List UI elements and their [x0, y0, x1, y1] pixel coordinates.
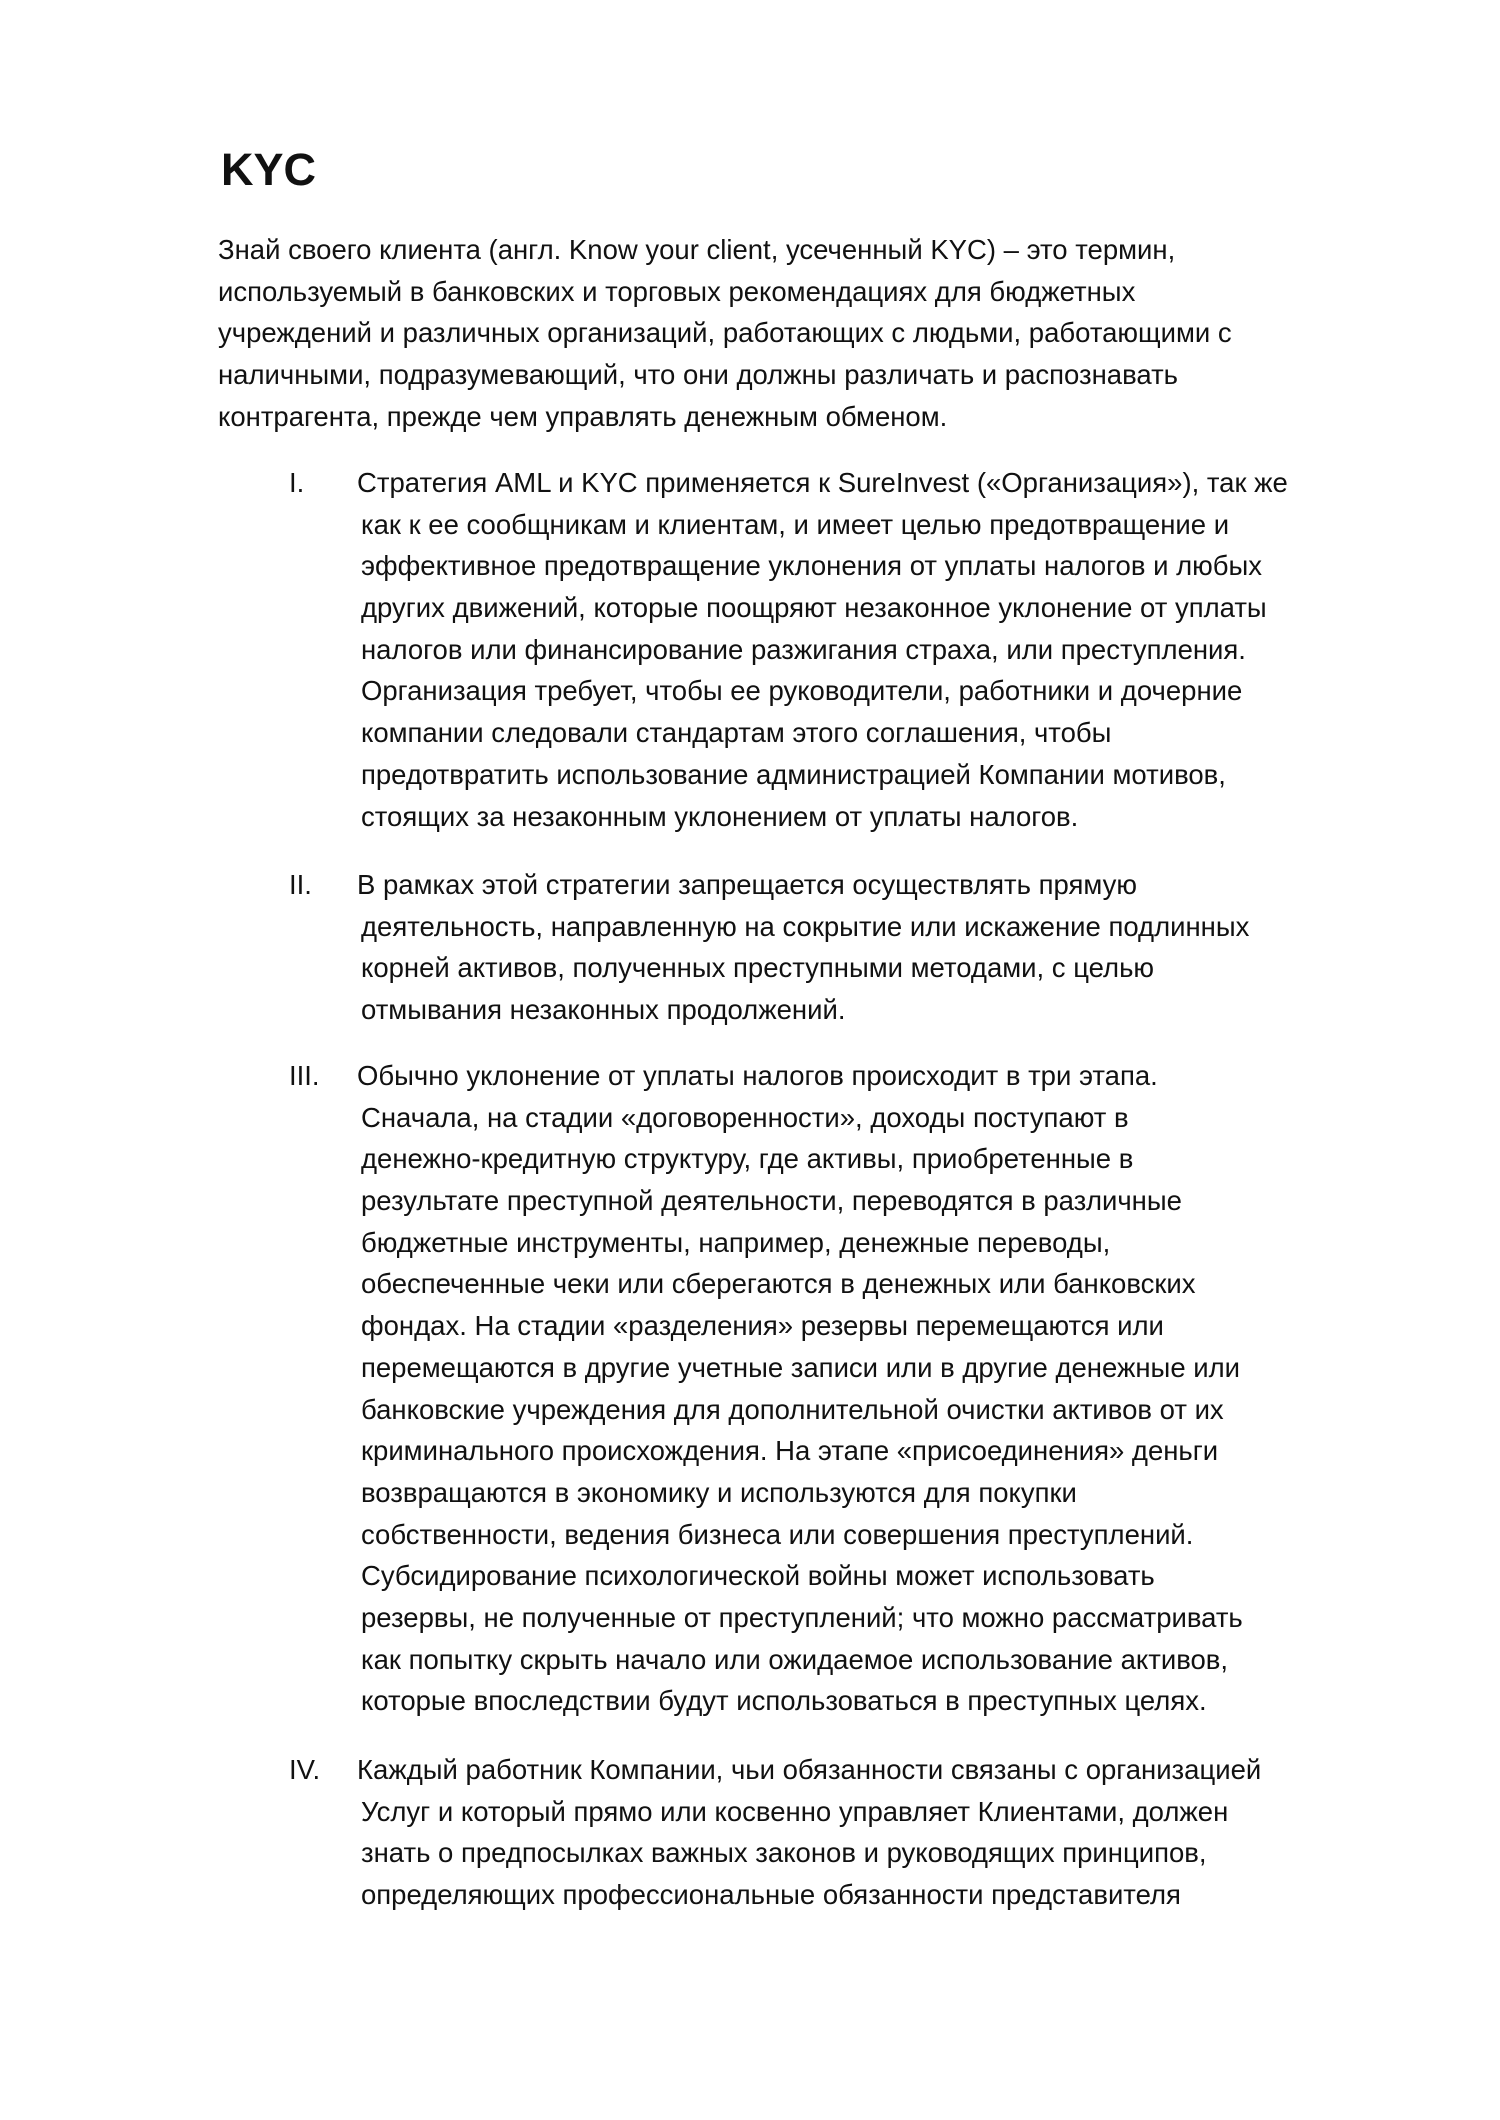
- text-line: фондах. На стадии «разделения» резервы перемещаются или: [361, 1310, 1164, 1342]
- text-line: используемый в банковских и торговых рекомендациях для бюджетных: [218, 275, 1136, 307]
- text-line: банковские учреждения для дополнительной очистки активов от их: [361, 1393, 1224, 1425]
- text-line: перемещаются в другие учетные записи или в другие денежные или: [361, 1351, 1241, 1383]
- text-line: предотвратить использование администрацией Компании мотивов,: [361, 758, 1226, 790]
- list-number: II.: [289, 869, 312, 900]
- text-line: В рамках этой стратегии запрещается осуществлять прямую: [357, 869, 1137, 900]
- text-line: бюджетные инструменты, например, денежные переводы,: [361, 1226, 1111, 1258]
- text-line: отмывания незаконных продолжений.: [361, 994, 846, 1026]
- text-line: криминального происхождения. На этапе «присоединения» деньги: [361, 1435, 1219, 1467]
- text-line: обеспеченные чеки или сберегаются в денежных или банковских: [361, 1268, 1196, 1300]
- list-number: IV.: [289, 1754, 321, 1785]
- list-number: III.: [289, 1060, 320, 1091]
- text-line: денежно-кредитную структуру, где активы, приобретенные в: [361, 1143, 1134, 1175]
- text-line: эффективное предотвращение уклонения от уплаты налогов и любых: [361, 550, 1263, 582]
- text-line: собственности, ведения бизнеса или совершения преступлений.: [361, 1518, 1194, 1550]
- text-line: компании следовали стандартам этого соглашения, чтобы: [361, 717, 1112, 749]
- text-line: знать о предпосылках важных законов и руководящих принципов,: [361, 1837, 1207, 1869]
- text-line: как попытку скрыть начало или ожидаемое использование активов,: [361, 1643, 1229, 1675]
- text-line: Субсидирование психологической войны может использовать: [361, 1560, 1155, 1592]
- text-line: стоящих за незаконным уклонением от уплаты налогов.: [361, 800, 1079, 832]
- text-line: Сначала, на стадии «договоренности», доходы поступают в: [361, 1101, 1129, 1133]
- text-line: результате преступной деятельности, переводятся в различные: [361, 1185, 1182, 1217]
- text-line: Обычно уклонение от уплаты налогов происходит в три этапа.: [357, 1060, 1158, 1091]
- text-line: корней активов, полученных преступными методами, с целью: [361, 952, 1155, 984]
- text-line: резервы, не полученные от преступлений; что можно рассматривать: [361, 1601, 1243, 1633]
- text-line: наличными, подразумевающий, что они должны различать и распознавать: [218, 359, 1179, 391]
- text-line: Каждый работник Компании, чьи обязанности связаны с организацией: [357, 1754, 1262, 1785]
- text-line: Стратегия AML и KYC применяется к SureInvest («Организация»), так же: [357, 467, 1288, 498]
- text-line: возвращаются в экономику и используются для покупки: [361, 1476, 1077, 1508]
- text-line: других движений, которые поощряют незаконное уклонение от уплаты: [361, 592, 1267, 624]
- text-line: как к ее сообщникам и клиентам, и имеет целью предотвращение и: [361, 508, 1230, 540]
- text-line: которые впоследствии будут использоваться в преступных целях.: [361, 1685, 1207, 1717]
- text-line: определяющих профессиональные обязанности представителя: [361, 1879, 1181, 1911]
- intro-paragraph: [218, 229, 1232, 437]
- text-line: налогов или финансирование разжигания страха, или преступления.: [361, 633, 1246, 665]
- list-number: I.: [289, 467, 305, 498]
- text-line: учреждений и различных организаций, работающих с людьми, работающими с: [218, 317, 1232, 349]
- document-title: KYC: [221, 144, 317, 195]
- text-line: контрагента, прежде чем управлять денежным обменом.: [218, 400, 948, 432]
- text-line: Услуг и который прямо или косвенно управляет Клиентами, должен: [361, 1795, 1229, 1827]
- text-line: Организация требует, чтобы ее руководители, работники и дочерние: [361, 675, 1243, 707]
- text-line: деятельность, направленную на сокрытие или искажение подлинных: [361, 910, 1250, 942]
- text-line: Знай своего клиента (англ. Know your client, усеченный KYC) – это термин,: [218, 234, 1176, 265]
